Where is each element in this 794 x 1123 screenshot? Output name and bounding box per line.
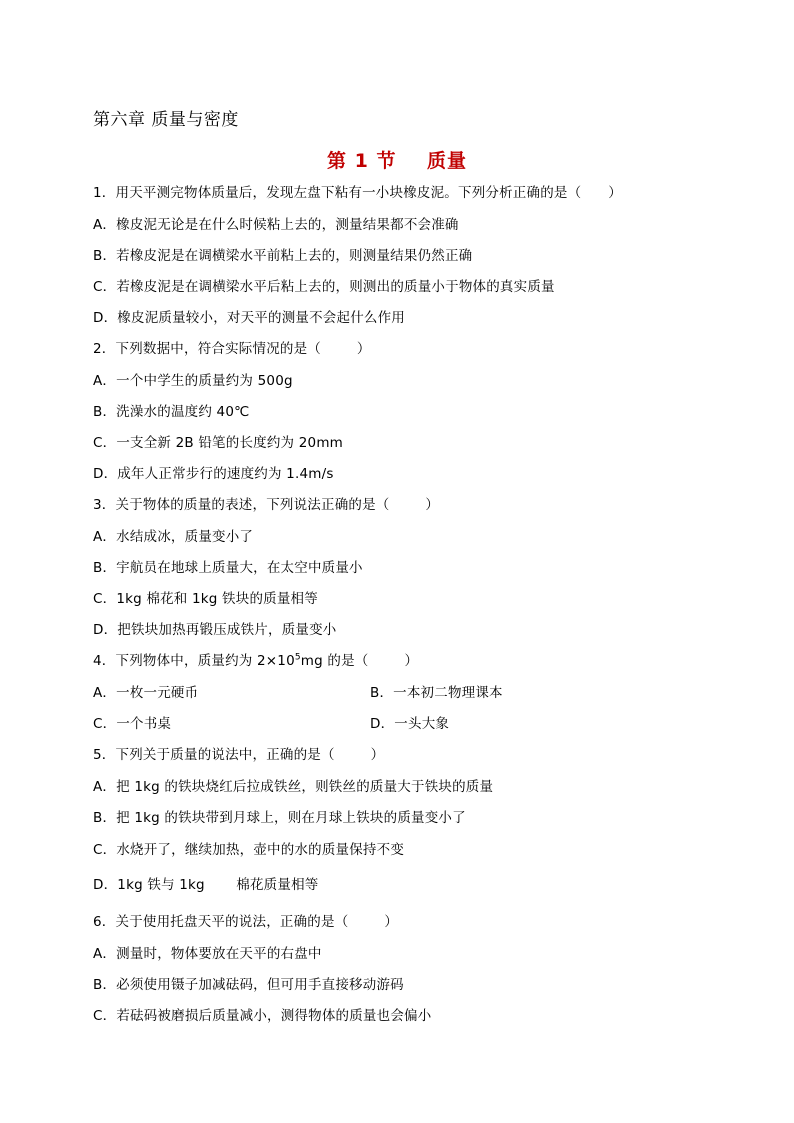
question-5-stem: 5．下列关于质量的说法中，正确的是（ ） bbox=[93, 747, 385, 763]
question-3-option-a: A．水结成冰，质量变小了 bbox=[93, 529, 254, 545]
question-4-stem-pre: 4．下列物体中，质量约为 2×10 bbox=[93, 653, 295, 669]
question-6-stem: 6．关于使用托盘天平的说法，正确的是（ ） bbox=[93, 914, 399, 930]
question-5-option-b: B．把 1kg 的铁块带到月球上，则在月球上铁块的质量变小了 bbox=[93, 810, 466, 826]
question-2-option-d: D．成年人正常步行的速度约为 1.4m/s bbox=[93, 466, 334, 482]
question-3-option-c: C．1kg 棉花和 1kg 铁块的质量相等 bbox=[93, 591, 318, 607]
question-3-option-b: B．宇航员在地球上质量大，在太空中质量小 bbox=[93, 560, 363, 576]
question-3-stem: 3．关于物体的质量的表述，下列说法正确的是（ ） bbox=[93, 497, 440, 513]
chapter-title: 第六章 质量与密度 bbox=[93, 110, 239, 130]
question-2-stem: 2．下列数据中，符合实际情况的是（ ） bbox=[93, 341, 371, 357]
question-6-option-b: B．必须使用镊子加减砝码，但可用手直接移动游码 bbox=[93, 977, 404, 993]
question-2-option-b: B．洗澡水的温度约 40℃ bbox=[93, 404, 250, 420]
question-1-option-d: D．橡皮泥质量较小，对天平的测量不会起什么作用 bbox=[93, 310, 405, 326]
question-1-option-a: A．橡皮泥无论是在什么时候粘上去的，测量结果都不会准确 bbox=[93, 217, 459, 233]
question-4-option-c: C．一个书桌 bbox=[93, 716, 172, 732]
question-4-stem bbox=[93, 652, 418, 670]
question-1-option-b: B．若橡皮泥是在调横梁水平前粘上去的，则测量结果仍然正确 bbox=[93, 248, 473, 264]
question-4-stem-exponent: 5 bbox=[294, 652, 301, 663]
question-1-stem: 1．用天平测完物体质量后，发现左盘下粘有一小块橡皮泥。下列分析正确的是（ ） bbox=[93, 185, 622, 201]
question-6-option-a: A．测量时，物体要放在天平的右盘中 bbox=[93, 946, 322, 962]
question-5-option-c: C．水烧开了，继续加热，壶中的水的质量保持不变 bbox=[93, 842, 405, 858]
question-5-option-a: A．把 1kg 的铁块烧红后拉成铁丝，则铁丝的质量大于铁块的质量 bbox=[93, 779, 494, 795]
question-1-option-c: C．若橡皮泥是在调横梁水平后粘上去的，则测出的质量小于物体的真实质量 bbox=[93, 279, 555, 295]
question-2-option-c: C．一支全新 2B 铅笔的长度约为 20mm bbox=[93, 435, 344, 451]
question-5-option-d: D．1kg 铁与 1kg 棉花质量相等 bbox=[93, 877, 319, 893]
question-4-stem-post: mg 的是（ ） bbox=[300, 653, 419, 669]
question-4-option-a: A．一枚一元硬币 bbox=[93, 685, 199, 701]
question-4-option-d: D．一头大象 bbox=[370, 716, 450, 732]
question-2-option-a: A．一个中学生的质量约为 500g bbox=[93, 373, 293, 389]
question-4-option-b: B．一本初二物理课本 bbox=[370, 685, 503, 701]
section-title: 第 1 节 质量 bbox=[327, 150, 467, 172]
question-3-option-d: D．把铁块加热再锻压成铁片，质量变小 bbox=[93, 622, 337, 638]
question-6-option-c: C．若砝码被磨损后质量减小，测得物体的质量也会偏小 bbox=[93, 1008, 432, 1024]
